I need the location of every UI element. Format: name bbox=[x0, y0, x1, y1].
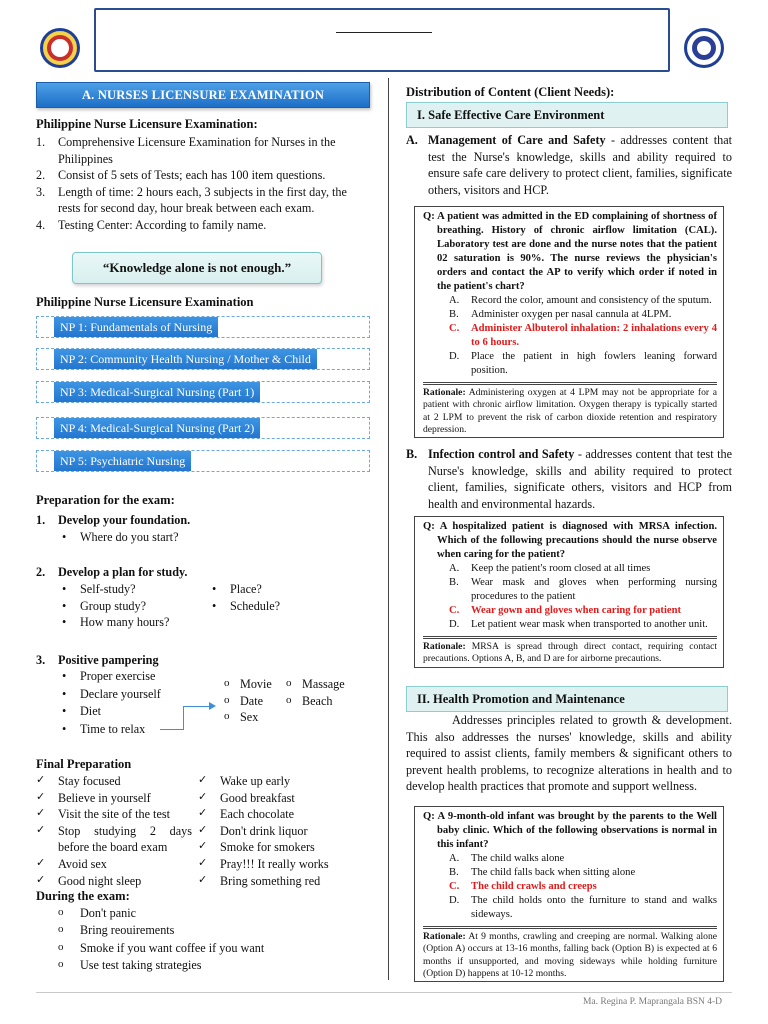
answer-option: A. The child walks alone bbox=[449, 852, 565, 864]
list-item: ✓ Visit the site of the test bbox=[36, 806, 192, 823]
list-item: 2. Consist of 5 sets of Tests; each has 100 item questions. bbox=[36, 168, 326, 183]
list-item: o Bring reouirements bbox=[52, 922, 372, 939]
list-item: ✓ Don't drink liquor bbox=[198, 823, 370, 840]
answer-option: A. Keep the patient's room closed at all times bbox=[449, 562, 651, 574]
np-item-5: NP 5: Psychiatric Nursing bbox=[54, 451, 191, 471]
np-item-4: NP 4: Medical-Surgical Nursing (Part 2) bbox=[54, 418, 260, 438]
list-item: o Sex bbox=[218, 709, 288, 726]
correct-answer-option: C. Wear gown and gloves when caring for patient bbox=[449, 604, 682, 616]
question-box-2 bbox=[414, 516, 724, 668]
list-item: • Declare yourself bbox=[56, 686, 206, 704]
question-box-3 bbox=[414, 806, 724, 982]
footer-author: Ma. Regina P. Maprangala BSN 4-D bbox=[582, 997, 722, 1007]
list-item: • Time to relax bbox=[56, 721, 206, 739]
pnle-list bbox=[36, 134, 366, 234]
university-seal-left bbox=[40, 28, 80, 68]
section-2-text: Addresses principles related to growth & development. This also addresses the nurses' knowledge, skills and ability required to assist clients, family members & significant others to prevent health problems, to recognize alterations in health and to develop health practices that promote and support wellness. bbox=[406, 713, 732, 794]
np-item-3: NP 3: Medical-Surgical Nursing (Part 1) bbox=[54, 382, 260, 402]
prep-title: Preparation for the exam: bbox=[36, 493, 175, 507]
question-text: Q: A patient was admitted in the ED complaining of shortness of breathing. History of chronic airflow limitation (CAL). Laboratory test are done and the nurse notes that the patient 02 saturation is 90%. The nurse reviews the physician's orders and contact the AP to verify which order if noted in the patient's chart? bbox=[423, 211, 717, 292]
answer-option: B. Administer oxygen per nasal cannula at 4LPM. bbox=[449, 308, 672, 320]
np-item-1: NP 1: Fundamentals of Nursing bbox=[54, 317, 218, 337]
step-1: 1. Develop your foundation. • Where do you start? bbox=[36, 512, 366, 545]
distribution-title: Distribution of Content (Client Needs): bbox=[406, 85, 615, 99]
step-1-title: Develop your foundation. bbox=[58, 513, 191, 527]
list-item: o Don't panic bbox=[52, 905, 372, 922]
answer-option: B. Wear mask and gloves when performing nursing procedures to the patient bbox=[449, 576, 717, 602]
list-item: ✓ Stop studying 2 days before the board exam bbox=[36, 823, 192, 856]
list-item: o Beach bbox=[280, 693, 370, 710]
step-2-bullets-left bbox=[56, 581, 216, 631]
list-item: ✓ Wake up early bbox=[198, 773, 370, 790]
list-item: ✓ Stay focused bbox=[36, 773, 192, 790]
list-item: • How many hours? bbox=[56, 614, 216, 631]
list-item: o Date bbox=[218, 693, 288, 710]
correct-answer-option: C. Administer Albuterol inhalation: 2 inhalations every 4 to 6 hours. bbox=[449, 322, 717, 348]
list-item: ✓ Bring something red bbox=[198, 873, 370, 890]
list-item: • Self-study? bbox=[56, 581, 216, 598]
step-3-title: Positive pampering bbox=[58, 653, 159, 667]
quote-callout: “Knowledge alone is not enough.” bbox=[72, 252, 322, 284]
step-2-title: Develop a plan for study. bbox=[58, 565, 188, 579]
question-box-1 bbox=[414, 206, 724, 438]
answer-option: B. The child falls back when sitting alone bbox=[449, 866, 636, 878]
step-3: 3. Positive pampering bbox=[36, 653, 159, 667]
list-item: ✓ Avoid sex bbox=[36, 856, 192, 873]
arrow-right-icon bbox=[209, 702, 216, 710]
pnle-title: Philippine Nurse Licensure Examination: bbox=[36, 117, 258, 131]
list-item: o Massage bbox=[280, 676, 370, 693]
rationale: Rationale: MRSA is spread through direct contact, requiring contact precautions. Options A, B, and D are for airborne precautions. bbox=[423, 636, 717, 666]
list-item: 4. Testing Center: According to family name. bbox=[36, 217, 267, 232]
correct-answer-option: C. The child crawls and creeps bbox=[449, 880, 597, 892]
rationale: Rationale: At 9 months, crawling and creeping are normal. Walking alone (Option A) occurs at 13-16 months, falling back (Option B) is expected at 6 months if unsupported, and moving sideways while holding furniture (Option D) happens at 10-12 months. bbox=[423, 926, 717, 981]
list-item: • Place? bbox=[206, 581, 336, 598]
np-item-2: NP 2: Community Health Nursing / Mother & Child bbox=[54, 349, 317, 369]
answer-option: D. Place the patient in high fowlers leaning forward position. bbox=[449, 350, 717, 376]
answer-option: D. Let patient wear mask when transported to another unit. bbox=[449, 618, 708, 630]
relax-options-col2 bbox=[280, 676, 370, 709]
pnle-section bbox=[36, 116, 366, 234]
list-item: o Smoke if you want coffee if you want bbox=[52, 940, 372, 957]
relax-connector bbox=[184, 706, 212, 707]
final-list-right bbox=[198, 773, 370, 889]
list-item: o Movie bbox=[218, 676, 288, 693]
column-divider bbox=[388, 78, 389, 980]
header-rule bbox=[336, 32, 432, 33]
section-b-title: Infection control and Safety bbox=[428, 447, 575, 461]
list-item: • Where do you start? bbox=[56, 529, 366, 546]
list-item: ✓ Good breakfast bbox=[198, 790, 370, 807]
list-item: ✓ Good night sleep bbox=[36, 873, 192, 890]
step-2-bullets-right bbox=[206, 581, 336, 614]
list-item: 3. Length of time: 2 hours each, 3 subjects in the first day, the rests for second day, hour break between each exam. bbox=[36, 184, 347, 216]
list-item: 1. Comprehensive Licensure Examination for Nurses in the Philippines bbox=[36, 135, 336, 166]
section-banner: A. NURSES LICENSURE EXAMINATION bbox=[36, 82, 370, 108]
step-2: 2. Develop a plan for study. bbox=[36, 565, 188, 579]
footer-rule bbox=[36, 992, 732, 993]
list-item: ✓ Pray!!! It really works bbox=[198, 856, 370, 873]
question-text: Q: A hospitalized patient is diagnosed with MRSA infection. Which of the following precautions should the nurse observe when caring for the patient? bbox=[423, 521, 717, 560]
rationale: Rationale: Administering oxygen at 4 LPM may not be appropriate for a patient with chronic airflow limitation. Oxygen therapy is typically started at 2 LPM to prevent the risk of carbon dioxide retention and respiratory depression. bbox=[423, 382, 717, 437]
list-item: • Proper exercise bbox=[56, 668, 206, 686]
final-list-left bbox=[36, 773, 192, 889]
final-title: Final Preparation bbox=[36, 757, 132, 771]
list-item: • Schedule? bbox=[206, 598, 336, 615]
during-title: During the exam: bbox=[36, 889, 130, 903]
answer-option: A. Record the color, amount and consistency of the sputum. bbox=[449, 294, 712, 306]
section-a: A. Management of Care and Safety - addresses content that test the Nurse's knowledge, skills and ability required to ensure safe care delivery to protect client, families, significate others, visitors and HCP. bbox=[406, 133, 732, 197]
list-item: ✓ Smoke for smokers bbox=[198, 839, 370, 856]
question-text: Q: A 9-month-old infant was brought by the parents to the Well baby clinic. Which of the following observations is normal in this infant? bbox=[423, 811, 717, 850]
section-a-title: Management of Care and Safety bbox=[428, 133, 606, 147]
list-item: • Group study? bbox=[56, 598, 216, 615]
college-seal-right bbox=[684, 28, 724, 68]
during-list bbox=[52, 905, 372, 974]
list-item: o Use test taking strategies bbox=[52, 957, 372, 974]
section-1-header: I. Safe Effective Care Environment bbox=[406, 102, 728, 128]
answer-option: D. The child holds onto the furniture to stand and walks sideways. bbox=[449, 894, 717, 920]
list-item: ✓ Believe in yourself bbox=[36, 790, 192, 807]
list-item: ✓ Each chocolate bbox=[198, 806, 370, 823]
section-2-header: II. Health Promotion and Maintenance bbox=[406, 686, 728, 712]
header-box bbox=[94, 8, 670, 72]
relax-options-col1 bbox=[218, 676, 288, 726]
section-b: B. Infection control and Safety - addresses content that test the Nurse's knowledge, skills and ability required to protect client, families, significate others, visitors and HCP from health and environmental hazards. bbox=[406, 447, 732, 511]
np-title: Philippine Nurse Licensure Examination bbox=[36, 295, 254, 309]
relax-connector bbox=[160, 706, 184, 730]
list-item: • Diet bbox=[56, 703, 206, 721]
